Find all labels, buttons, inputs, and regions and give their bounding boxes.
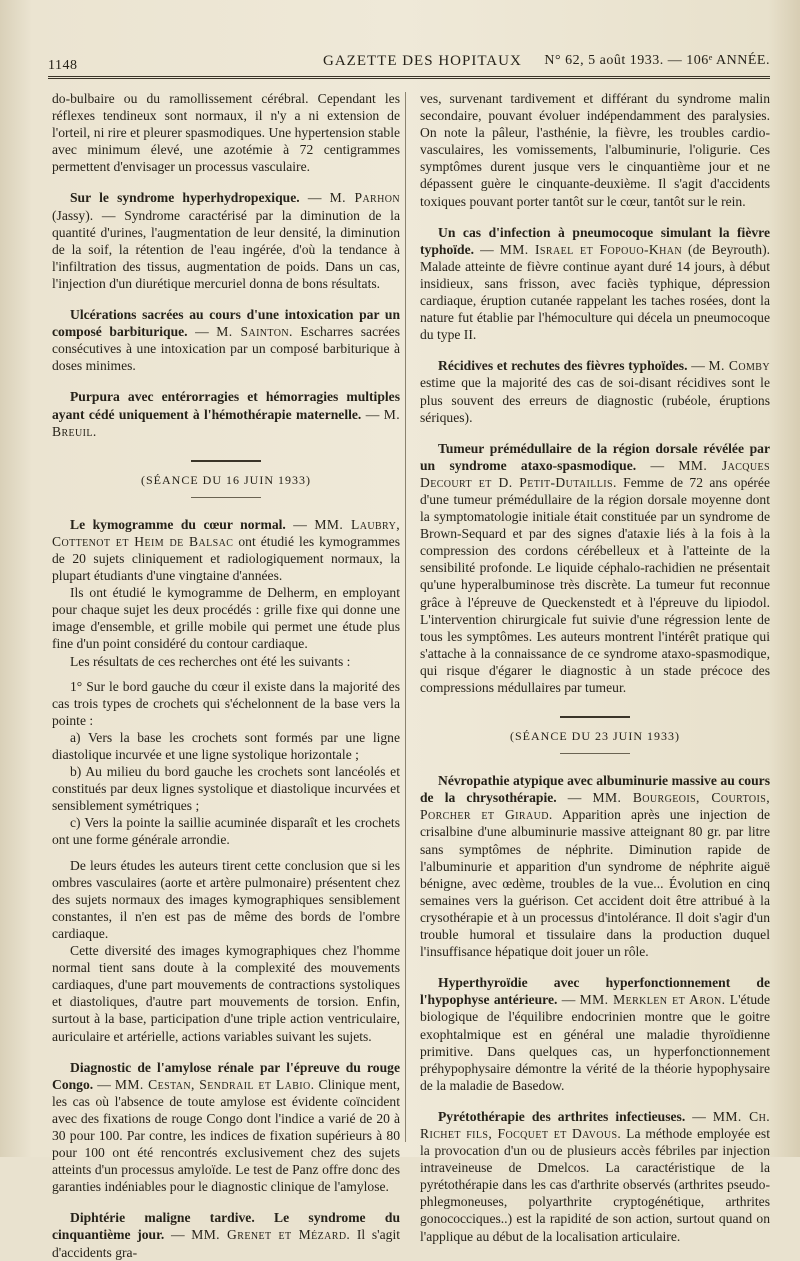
article-text: estime que la majorité des cas de soi-disant récidives sont le plus souvent des erreurs de diagnostic (rubéole, éruptions sériques). — [420, 375, 770, 425]
article-author: MM. Ch. Richet fils, Focquet et Davous. — [420, 1108, 771, 1141]
article-author: MM. Cestan, Sendrail et Labio. — [114, 1076, 315, 1092]
article-title: Sur le syndrome hyperhydropexique. — [70, 190, 300, 206]
article-title: Un cas d'infection à pneumocoque simulant la fièvre typhoïde. — [420, 224, 770, 257]
article-author: MM. Israel et Fopouo-Khan — [499, 241, 682, 257]
article-recidives: Récidives et rechutes des fièvres typhoïdes. — M. Comby estime que la majorité des cas de soi-disant récidives sont le plus souvent des erreurs de diagnostic (rubéole, éruptions sériques). — [420, 358, 771, 425]
kymogramme-body — [52, 584, 400, 1044]
session-date: (SÉANCE DU 23 JUIN 1933) — [510, 729, 680, 744]
article-author: MM. Laubry, Cottenot et Heim de Balsac — [52, 516, 400, 549]
article-diphterie: Diphtérie maligne tardive. Le syndrome du cinquantième jour. — MM. Grenet et Mézard. Il s'agit d'accidents gra- — [52, 1210, 400, 1260]
list-item: b) Au milieu du bord gauche les crochets sont lancéolés et constitués par deux lignes systolique et diastolique incurvées et sensiblement symétriques ; — [52, 764, 400, 814]
session-heading — [52, 460, 400, 498]
article-title: Le kymogramme du cœur normal. — [70, 516, 286, 532]
article-title: Tumeur prémédullaire de la région dorsale révélée par un syndrome ataxo-spasmodique. — [420, 440, 770, 473]
article-hyperhydropexie: Sur le syndrome hyperhydropexique. — M. Parhon (Jassy). — Syndrome caractérisé par la diminution de la quantité d'urines, l'augmentation de leur densité, la diminution de la soif, la rétention de l'eau ingérée, d'où la tendance à l'infiltration des tissus, augmentation de poids. Dans un cas, l'injection d'un diurétique mercuriel donna de bons résultats. — [52, 190, 400, 291]
article-text: La méthode employée est la provocation d'un ou de plusieurs accès fébriles par injection intraveineuse de Dmelcos. La caractéristique de la pyrétothérapie dans les cas d'arthrite observés (arthrites pseudo-phlegmoneuses, polyarthrite cryptogénétique, arthrites gonococciques..) est la rapidité de son action, surtout quand on l'applique au début de la localisation articulaire. — [420, 1125, 770, 1244]
article-hyperthyroidie: Hyperthyroïdie avec hyperfonctionnement de l'hypophyse antérieure. — MM. Merklen et Aron. L'étude biologique de l'équilibre endocrinien montre que le goitre exophtalmique est en général une maladie thyroïdienne primitive. Dans quelques cas, un hyperfonctionnement préhypophysaire démontre la vérité de la théorie hypophysaire de la maladie de Basedow. — [420, 975, 770, 1093]
article-author: M. Sainton. — [216, 324, 293, 340]
article-text: (Jassy). — Syndrome caractérisé par la diminution de la quantité d'urines, l'augmentation de leur densité, la diminution de la soif, la rétention de l'eau ingérée, d'où la tendance à l'infiltration des tissus, augmentation de poids. Dans un cas, l'injection d'un diurétique mercuriel donna de bons résultats. — [52, 207, 400, 291]
article-title: Diphtérie maligne tardive. Le syndrome du cinquantième jour. — [52, 1210, 400, 1243]
session-rule — [560, 753, 630, 754]
continued-text: ves, survenant tardivement et différant du syndrome malin secondaire, pouvant évoluer indépendamment des paralysies. On note la pâleur, l'asthénie, la fièvre, les troubles cardio-vasculaires, les vomissements, l'albuminurie, l'oligurie. Ces symptômes durent jusque vers le cinquantième jour et ne dépassent guère le cinquante-deuxième. Il s'agit d'accidents toxiques pouvant porter tantôt sur le cœur, tantôt sur le rein. — [420, 91, 770, 209]
article-nevropathie: Névropathie atypique avec albuminurie massive au cours de la chrysothérapie. — MM. Bourgeois, Courtois, Porcher et Giraud. Apparition après une injection de crisalbine d'une albuminurie massive atteignant 80 gr. par litre sans symptômes de néphrite. Diminution rapide de l'albuminurie et apparition d'un syndrome de néphrite aiguë bénigne, avec œdème, troubles de la vue... Évolution en cinq semaines vers la guérison. Cet accident doit être attribué à la crysothérapie et à un processus d'intolérance. Il doit s'agir d'un trouble humoral et tissulaire dans la production duquel l'insuffisance hépatique doit jouer un rôle. — [420, 773, 771, 960]
article-author: M. Parhon — [329, 190, 400, 206]
session-heading — [420, 716, 770, 754]
running-header — [48, 50, 770, 76]
session-rule — [191, 497, 261, 498]
article-text: Clinique ment, les cas où l'absence de toute amylose est évidente coïncident avec des fixations de rouge Congo dont l'indice a varié de 20 à 30 pour 100. Par contre, les indices de fixation supérieurs à 80 pour 100 ont été rencontrés exclusivement chez des sujets atteints d'un processus amyloïde. Le test de Panz offre donc des garanties indéniables pour le diagnostic clinique de l'amylose. — [52, 1076, 401, 1195]
article-text: Femme de 72 ans opérée d'une tumeur prémédullaire de la région dorsale moyenne dont la symptomatologie initiale était constituée par un syndrome de Brown-Sequard et par des signes d'ataxie liés à la fois à la compression des cordons cérébelleux et à l'atteinte de la sensibilité profonde. Le liquide céphalo-rachidien ne présentait qu'une hyperalbuminose très discrète. La tumeur fut reconnue grâce à l'épreuve de Queckenstedt et à l'épreuve du lipiodol. L'intervention chirurgicale fut suivie d'une régression lente de tous les symptômes. Les auteurs montrent l'intérêt pratique qui s'attache à la connaissance de ce syndrome ataxo-spasmodique, qui risque d'égarer le diagnostic à un stade précoce des compressions médullaires par tumeur. — [420, 474, 771, 695]
article-author: MM. Merklen et Aron. — [579, 992, 726, 1008]
article-title: Purpura avec entérorragies et hémorragies multiples ayant cédé uniquement à l'hémothérapie maternelle. — [52, 389, 400, 422]
article-title: Pyrétothérapie des arthrites infectieuses. — [438, 1108, 686, 1124]
journal-title: GAZETTE DES HOPITAUX — [323, 53, 522, 69]
article-title: Hyperthyroïdie avec hyperfonctionnement de l'hypophyse antérieure. — [420, 975, 770, 1008]
column-divider — [405, 92, 406, 1142]
paragraph: De leurs études les auteurs tirent cette conclusion que si les ombres vasculaires (aorte et artère pulmonaire) présentent chez des sujets normaux des images kymographiques sensiblement constantes, il n'en est pas de même des bords de l'ombre cardiaque. — [52, 857, 400, 941]
list-item: c) Vers la pointe la saillie acuminée disparaît et les crochets ont une forme générale arrondie. — [52, 815, 400, 848]
article-title: Récidives et rechutes des fièvres typhoïdes. — [438, 358, 688, 374]
header-rule — [48, 76, 770, 79]
paragraph: Ils ont étudié le kymogramme de Delherm, en employant pour chaque sujet les deux procédés : grille fixe qui donne une image d'ensemble, et grille mobile qui permet une étude plus fine d'un point considéré du contour cardiaque. — [52, 585, 400, 652]
continued-text: do-bulbaire ou du ramollissement cérébral. Cependant les réflexes tendineux sont normaux, il n'y a ni extension de l'orteil, ni rire et pleurer spasmodiques. Une hypertension stable avec minimum élevé, une azotémie à 72 centigrammes permettent d'envisager un processus vasculaire. — [52, 91, 400, 175]
page-number: 1148 — [48, 58, 78, 73]
article-title: Diagnostic de l'amylose rénale par l'épreuve du rouge Congo. — [52, 1059, 400, 1092]
article-title: Névropathie atypique avec albuminurie massive au cours de la chrysothérapie. — [420, 773, 770, 806]
paragraph: Cette diversité des images kymographiques chez l'homme normal tient sans doute à la complexité des mouvements cardiaques, d'une part mouvements de contractions systoliques et diastoliques, d'autre part mouvements de torsion. Enfin, surtout à la base, participation d'une triple action ventriculaire, auriculaire et artérielle, actions variables suivant les sujets. — [52, 943, 400, 1044]
article-purpura: Purpura avec entérorragies et hémorragies multiples ayant cédé uniquement à l'hémothérapie maternelle. — M. Breuil. — [52, 389, 400, 439]
session-rule — [191, 460, 261, 462]
list-item: a) Vers la base les crochets sont formés par une ligne diastolique incurvée et une ligne systolique horizontale ; — [52, 729, 400, 762]
article-ulcerations: Ulcérations sacrées au cours d'une intoxication par un composé barbiturique. — M. Sainton. Escharres sacrées consécutives à une intoxication par un composé barbiturique à doses minimes. — [52, 307, 401, 374]
article-text: Escharres sacrées consécutives à une intoxication par un composé barbiturique à doses minimes. — [52, 324, 401, 374]
issue-info: N° 62, 5 août 1933. — 106ᵉ ANNÉE. — [544, 53, 770, 68]
article-author: MM. Jacques Decourt et D. Petit-Dutaillis. — [420, 457, 770, 490]
article-amylose: Diagnostic de l'amylose rénale par l'épreuve du rouge Congo. — MM. Cestan, Sendrail et Labio. Clinique ment, les cas où l'absence de toute amylose est évidente coïncident avec des fixations de rouge Congo dont l'indice a varié de 20 à 30 pour 100. Par contre, les indices de fixation supérieurs à 80 pour 100 ont été rencontrés exclusivement chez des sujets atteints d'un processus amyloïde. Le test de Panz offre donc des garanties indéniables pour le diagnostic clinique de l'amylose. — [52, 1059, 401, 1195]
session-rule — [560, 716, 630, 718]
article-title: Ulcérations sacrées au cours d'une intoxication par un composé barbiturique. — [52, 307, 400, 340]
paragraph: 1° Sur le bord gauche du cœur il existe dans la majorité des cas trois types de crochets qui s'échelonnent de la base vers la pointe : — [52, 678, 400, 728]
article-text: (de Beyrouth). Malade atteinte de fièvre continue ayant duré 14 jours, à début insidieux, sans frisson, avec faciès typhique, dépression cardiaque, éruption cutanée rappelant les taches rosées, dont la nature fut établie par l'hémoculture qui décela un pneumocoque du type II. — [420, 241, 770, 343]
right-column — [420, 90, 770, 1245]
paragraph: Les résultats de ces recherches ont été les suivants : — [70, 653, 351, 669]
article-author: MM. Grenet et Mézard. — [191, 1227, 351, 1243]
article-pneumocoque: Un cas d'infection à pneumocoque simulant la fièvre typhoïde. — MM. Israel et Fopouo-Khan (de Beyrouth). Malade atteinte de fièvre continue ayant duré 14 jours, à début insidieux, sans frisson, avec faciès typhique, dépression cardiaque, éruption cutanée rappelant les taches rosées, dont la nature fut établie par l'hémoculture qui décela un pneumocoque du type II. — [420, 224, 770, 343]
article-text: ont étudié les kymogrammes de 20 sujets cliniquement et radiologiquement normaux, la plupart étudiants d'une vingtaine d'années. — [52, 533, 400, 584]
article-tumeur: Tumeur prémédullaire de la région dorsale révélée par un syndrome ataxo-spasmodique. — MM. Jacques Decourt et D. Petit-Dutaillis. Femme de 72 ans opérée d'une tumeur prémédullaire de la région dorsale moyenne dont la symptomatologie initiale était constituée par un syndrome de Brown-Sequard et par des signes d'ataxie liés à la fois à la compression des cordons cérébelleux et à l'atteinte de la sensibilité profonde. Le liquide céphalo-rachidien ne présentait qu'une hyperalbuminose très discrète. La tumeur fut reconnue grâce à l'épreuve de Queckenstedt et à l'épreuve du lipiodol. L'intervention chirurgicale fut suivie d'une régression lente de tous les symptômes. Les auteurs montrent l'intérêt pratique qui s'attache à la connaissance de ce syndrome ataxo-spasmodique, qui risque d'égarer le diagnostic à un stade précoce des compressions médullaires par tumeur. — [420, 440, 771, 695]
article-pyretotherapie: Pyrétothérapie des arthrites infectieuses. — MM. Ch. Richet fils, Focquet et Davous. La méthode employée est la provocation d'un ou de plusieurs accès fébriles par injection intraveineuse de Dmelcos. La caractéristique de la pyrétothérapie dans les cas d'arthrite observés (arthrites pseudo-phlegmoneuses, polyarthrite cryptogénétique, arthrites gonococciques..) est la rapidité de son action, surtout quand on l'applique au début de la localisation articulaire. — [420, 1108, 771, 1244]
article-text: L'étude biologique de l'équilibre endocrinien montre que le goitre exophtalmique est en général une maladie thyroïdienne primitive. Dans quelques cas, un hyperfonctionnement préhypophysaire démontre la vérité de la théorie hypophysaire de la maladie de Basedow. — [420, 992, 770, 1093]
article-author: MM. Bourgeois, Courtois, Porcher et Giraud. — [420, 790, 771, 823]
left-column — [52, 90, 400, 1261]
article-author: M. Comby — [708, 358, 771, 374]
article-text: Il s'agit d'accidents gra- — [52, 1227, 400, 1260]
session-date: (SÉANCE DU 16 JUIN 1933) — [141, 472, 311, 487]
article-author: M. Breuil. — [52, 406, 400, 439]
article-text: Apparition après une injection de crisalbine d'une albuminurie massive atteignant 80 gr. par litre sans symptômes de néphrite. Diminution rapide de l'albuminurie et apparition d'un syndrome de néphrite aiguë bénigne, avec œdème, troubles de la vue... Évolution en cinq semaines vers la guérison. Cet accident doit être attribué à la crysothérapie et à un processus d'intolérance. Il doit s'agir d'un trouble humoral et tissulaire dans la production duquel l'insuffisance hépatique doit jouer un rôle. — [420, 807, 770, 960]
article-kymogramme: Le kymogramme du cœur normal. — MM. Laubry, Cottenot et Heim de Balsac ont étudié les kymogrammes de 20 sujets cliniquement et radiologiquement normaux, la plupart étudiants d'une vingtaine d'années. — [52, 516, 400, 584]
